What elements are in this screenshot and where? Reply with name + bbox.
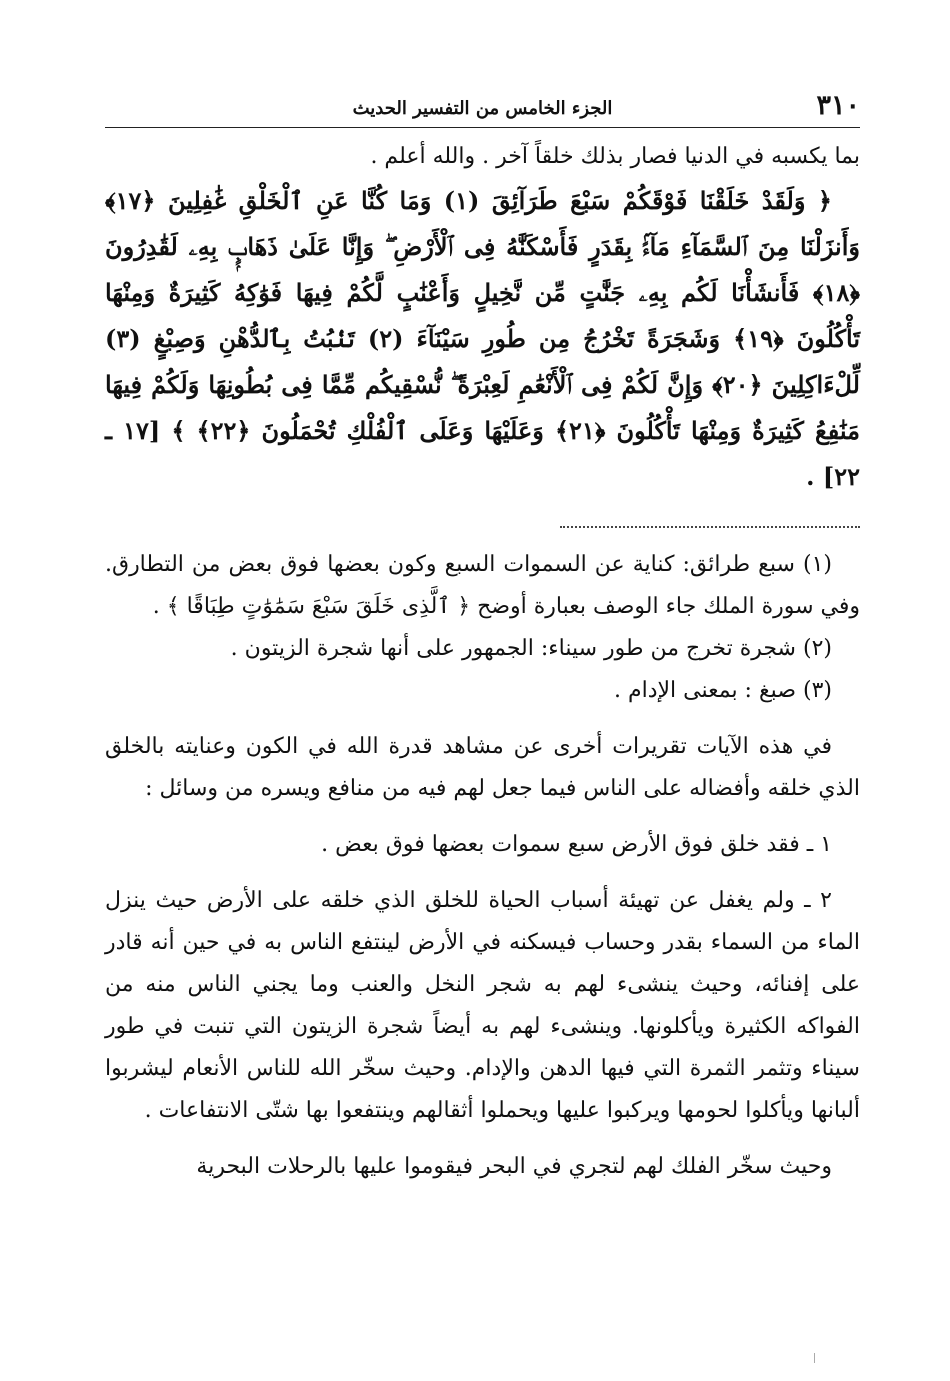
commentary-point-1: ١ ـ فقد خلق فوق الأرض سبع سموات بعضها فوق بعض . (321, 832, 832, 857)
commentary-paragraph: في هذه الآيات تقريرات أخرى عن مشاهد قدرة الله في الكون وعنايته بالخلق الذي خلقه وأفضاله على الناس فيما جعل لهم فيه من منافع ويسره من وسائل : (105, 734, 860, 801)
page-header (105, 85, 860, 128)
footnote-2: (٢) شجرة تخرج من طور سيناء: الجمهور على أنها شجرة الزيتون . (230, 636, 832, 661)
footnote-1: (١) سبع طرائق: كناية عن السموات السبع وكون بعضها فوق بعض من التطارق. وفي سورة الملك جاء الوصف بعبارة أوضح ﴿ ٱلَّذِى خَلَقَ سَبْعَ سَمَٰوَٰتٍ طِبَاقًا ﴾ . (105, 552, 860, 619)
commentary-point-2: ٢ ـ ولم يغفل عن تهيئة أسباب الحياة للخلق الذي خلقه على الأرض حيث ينزل الماء من السماء بقدر وحساب فيسكنه في الأرض لينتفع الناس به في حين أنه قادر على إفنائه، وحيث ينشىء لهم به شجر النخل والعنب وما يجني الناس منه من الفواكه الكثيرة ويأكلونها. وينشىء لهم به أيضاً شجرة الزيتون التي تنبت في طور سيناء وتثمر الثمرة التي فيها الدهن والإدام. وحيث سخّر الله للناس الأنعام ليشربوا ألبانها ويأكلوا لحومها ويركبوا عليها ويحملوا أثقالهم وينتفعوا بها شتّى الانتفاعات . (105, 888, 860, 1123)
book-page (105, 85, 860, 1188)
footnote-separator (560, 526, 860, 528)
footnote-3: (٣) صبغ : بمعنى الإدام . (613, 678, 832, 703)
page-number: ٣١٠ (816, 90, 860, 121)
lead-sentence: بما يكسبه في الدنيا فصار بذلك خلقاً آخر . والله أعلم . (370, 144, 860, 169)
running-title: الجزء الخامس من التفسير الحديث (352, 98, 613, 119)
commentary-continuation: وحيث سخّر الفلك لهم لتجري في البحر فيقوموا عليها بالرحلات البحرية (196, 1154, 832, 1179)
quran-verses: ﴿ وَلَقَدْ خَلَقْنَا فَوْقَكُمْ سَبْعَ طَرَآئِقَ (١) وَمَا كُنَّا عَنِ ٱلْخَلْقِ غَٰفِلِينَ ﴿١٧﴾ وَأَنزَلْنَا مِنَ ٱلسَّمَآءِ مَآءًۢ بِقَدَرٍ فَأَسْكَنَّٰهُ فِى ٱلْأَرْضِ ۖ وَإِنَّا عَلَىٰ ذَهَابٍۭ بِهِۦ لَقَٰدِرُونَ ﴿١٨﴾ فَأَنشَأْنَا لَكُم بِهِۦ جَنَّٰتٍ مِّن نَّخِيلٍ وَأَعْنَٰبٍ لَّكُمْ فِيهَا فَوَٰكِهُ كَثِيرَةٌ وَمِنْهَا تَأْكُلُونَ ﴿١٩﴾ وَشَجَرَةً تَخْرُجُ مِن طُورِ سَيْنَآءَ (٢) تَنۢبُتُ بِٱلدُّهْنِ وَصِبْغٍ (٣) لِّلْءَاكِلِينَ ﴿٢٠﴾ وَإِنَّ لَكُمْ فِى ٱلْأَنْعَٰمِ لَعِبْرَةً ۖ نُّسْقِيكُم مِّمَّا فِى بُطُونِهَا وَلَكُمْ فِيهَا مَنَٰفِعُ كَثِيرَةٌ وَمِنْهَا تَأْكُلُونَ ﴿٢١﴾ وَعَلَيْهَا وَعَلَى ٱلْفُلْكِ تُحْمَلُونَ ﴿٢٢﴾ ﴾ [١٧ ـ ٢٢] . (105, 186, 861, 491)
scan-mark (810, 1353, 815, 1363)
